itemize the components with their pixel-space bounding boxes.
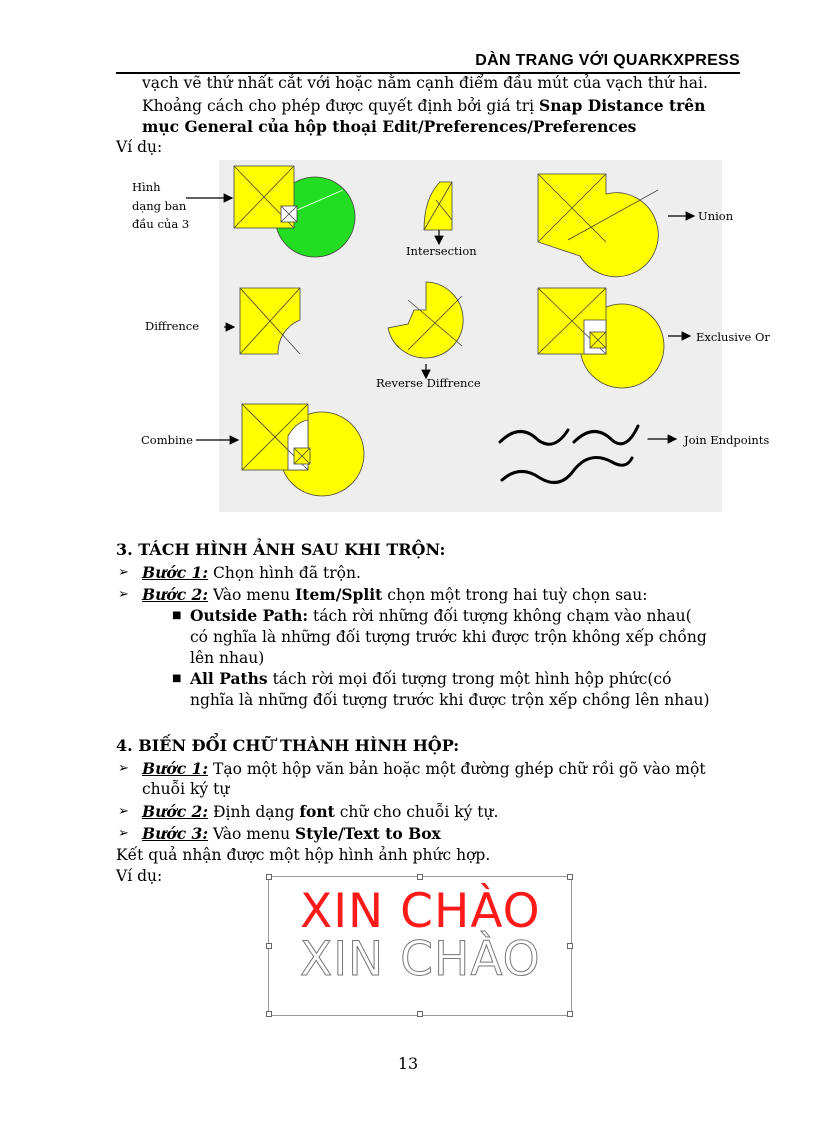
arrow-bullet-icon: ➢ [118,826,129,841]
difference-shape [224,288,300,354]
label-original-3: đầu của 3 [132,217,190,231]
label-original-2: dạng ban [132,199,187,213]
selection-handle [417,874,423,880]
reverse-difference-shape [388,282,463,378]
option-all-paths-line-2: nghĩa là những đối tượng trước khi được trộn xếp chồng lên nhau) [190,691,710,709]
section4-step2-label: Bước 2: [142,802,209,821]
intersection-shape [424,182,452,244]
square-bullet-icon: ■ [172,673,182,684]
label-intersection: Intersection [406,244,477,258]
section3-step2-text-c: chọn một trong hai tuỳ chọn sau: [382,586,648,604]
selection-handle [266,1011,272,1017]
label-combine: Combine [141,433,193,447]
section4-step1-label: Bước 1: [142,759,209,778]
merge-operations-figure [128,160,778,512]
label-exclusive-or: Exclusive Or [696,330,770,344]
intro-line-2 [142,95,705,117]
selection-handle [266,943,272,949]
running-header: DÀN TRANG VỚI QUARKXPRESS [475,52,740,69]
section4-step1-text: Tạo một hộp văn bản hoặc một đường ghép chữ rồi gõ vào một [208,760,706,778]
exclusive-or-shape [538,288,690,388]
section4-step3-menu: Style/Text to Box [295,824,441,843]
selection-handle [417,1011,423,1017]
section4-step1-line-2: chuỗi ký tự [142,780,230,798]
intro-line-1: vạch vẽ thứ nhất cắt với hoặc nằm cạnh điểm đầu mút của vạch thứ hai. [142,74,708,92]
option-all-paths-text: tách rời mọi đối tượng trong một hình hộp phức(có [267,670,672,688]
option-outside-path-line-3: lên nhau) [190,649,265,667]
section4-step2 [142,801,498,823]
arrow-bullet-icon: ➢ [118,587,129,602]
label-reverse-difference: Reverse Diffrence [376,376,481,390]
section3-step2-text-a: Vào menu [208,586,296,604]
selection-handle [266,874,272,880]
section3-step2-menu: Item/Split [295,585,383,604]
label-union: Union [698,209,734,223]
intro-example: Ví dụ: [116,138,163,156]
page-number: 13 [397,1054,419,1073]
option-all-paths-name: All Paths [190,669,268,688]
option-all-paths-line-1 [190,668,671,690]
option-outside-path-name: Outside Path: [190,606,309,625]
intro-line-2-text: Khoảng cách cho phép được quyết định bởi giá trị [142,97,540,115]
combine-shape [196,404,364,496]
section4-step1-line-1 [142,758,706,780]
option-outside-path-line-1 [190,605,740,627]
selection-handle [567,1011,573,1017]
section3-step1 [142,562,361,584]
section4-heading: 4. BIẾN ĐỔI CHỮ THÀNH HÌNH HỘP: [116,736,460,755]
arrow-bullet-icon: ➢ [118,804,129,819]
section4-step3-label: Bước 3: [142,824,209,843]
section4-step2-text-a: Định dạng [208,803,300,821]
section4-step2-text-c: chữ cho chuỗi ký tự. [334,803,499,821]
sample-text-outline: XIN CHÀO [300,932,541,987]
label-join-endpoints: Join Endpoints [684,433,770,447]
option-outside-path-line-2: có nghĩa là những đối tượng trước khi được trộn không xếp chồng [190,628,707,646]
arrow-bullet-icon: ➢ [118,565,129,580]
option-outside-path-text: tách rời những đối tượng không chạm vào nhau( [308,607,692,625]
section3-step2-label: Bước 2: [142,585,209,604]
original-shapes [186,166,355,257]
section4-result: Kết quả nhận được một hộp hình ảnh phức hợp. [116,846,491,864]
section3-step1-label: Bước 1: [142,563,209,582]
section4-step3-text-a: Vào menu [208,825,296,843]
section3-heading: 3. TÁCH HÌNH ẢNH SAU KHI TRỘN: [116,540,446,559]
section4-example: Ví dụ: [116,867,163,885]
selection-handle [567,943,573,949]
label-difference: Diffrence [145,319,200,333]
label-original-1: Hình [132,180,161,194]
selection-handle [567,874,573,880]
arrow-bullet-icon: ➢ [118,761,129,776]
join-endpoints-shape [500,426,676,483]
intro-line-3: mục General của hộp thoại Edit/Preferences/Preferences [142,117,637,136]
union-shape [538,174,694,277]
section4-step3 [142,823,441,845]
section3-step1-text: Chọn hình đã trộn. [208,564,361,582]
sample-text-red: XIN CHÀO [300,884,541,939]
intro-line-2-bold: Snap Distance trên [539,96,706,115]
section3-step2 [142,584,647,606]
square-bullet-icon: ■ [172,610,182,621]
section4-step2-font: font [299,802,335,821]
